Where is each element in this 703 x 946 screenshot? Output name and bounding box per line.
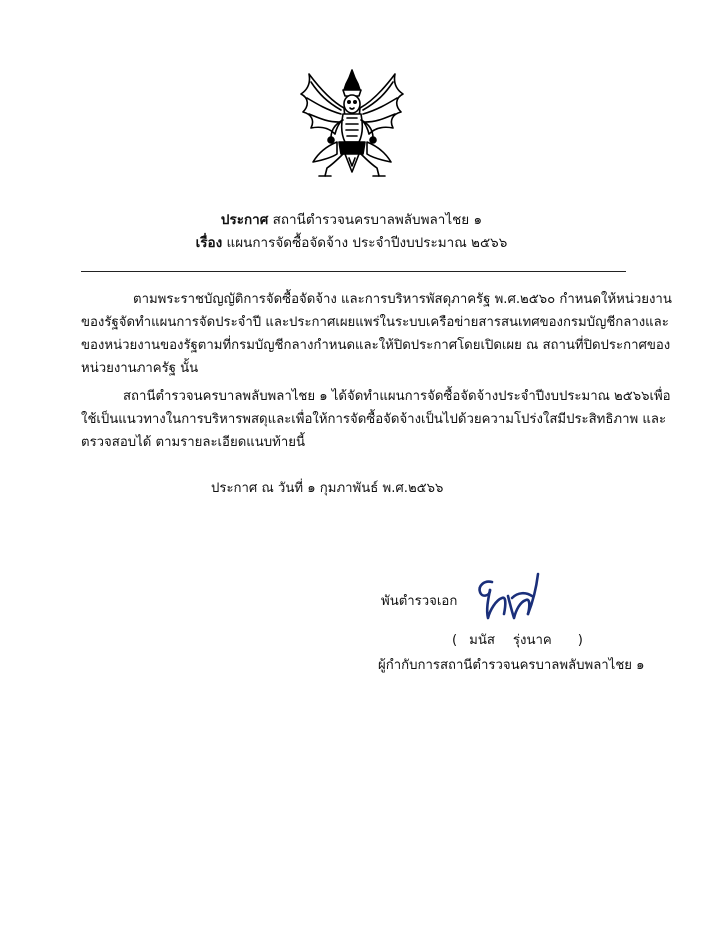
paragraph-2-line: ใช้เป็นแนวทางในการบริหารพสดุและเพื่อให้การจัดซื้อจัดจ้างเป็นไปด้วยความโปร่งใสมีประสิทธิภาพ และ [81,412,667,427]
announce-text: สถานีตำรวจนครบาลพลับพลาไชย ๑ [272,212,483,228]
signer-last-name: รุ่งนาค [512,633,552,648]
paragraph-1-line: หน่วยงานภาครัฐ นั้น [81,361,199,376]
garuda-emblem-icon [297,68,407,180]
open-paren: ( [452,633,458,648]
close-paren: ) [577,633,583,648]
paragraph-1-line: ของหน่วยงานของรัฐตามที่กรมบัญชีกลางกำหนดและให้ปิดประกาศโดยเปิดเผย ณ สถานที่ปิดประกาศของ [81,338,671,353]
paragraph-2 [81,385,671,454]
signer-position: ผู้กำกับการสถานีตำรวจนครบาลพลับพลาไชย ๑ [378,658,645,673]
subject-text: แผนการจัดซื้อจัดจ้าง ประจำปีงบประมาณ ๒๕๖๖ [226,235,508,251]
subject-title [0,233,703,253]
announcement-date: ประกาศ ณ วันที่ ๑ กุมภาพันธ์ พ.ศ.๒๕๖๖ [211,481,444,496]
signer-rank: พันตำรวจเอก [381,594,458,609]
signer-first-name: มนัส [469,633,495,648]
divider [81,271,626,272]
announcement-title [0,210,703,230]
handwritten-signature [472,570,544,622]
subject-label: เรื่อง [195,235,223,251]
announce-label: ประกาศ [220,212,269,228]
paragraph-1-line: ตามพระราชบัญญัติการจัดซื้อจัดจ้าง และการบริหารพัสดุภาครัฐ พ.ศ.๒๕๖๐ กำหนดให้หน่วยงาน [133,292,672,307]
signer-name [452,629,583,650]
paragraph-2-line: สถานีตำรวจนครบาลพลับพลาไชย ๑ ได้จัดทำแผนการจัดซื้อจัดจ้างประจำปีงบประมาณ ๒๕๖๖เพื่อ [123,389,671,404]
paragraph-1 [81,288,672,380]
paragraph-1-line: ของรัฐจัดทำแผนการจัดประจำปี และประกาศเผยแพร่ในระบบเครือข่ายสารสนเทศของกรมบัญชีกลางและ [81,315,669,330]
paragraph-2-line: ตรวจสอบได้ ตามรายละเอียดแนบท้ายนี้ [81,435,305,450]
